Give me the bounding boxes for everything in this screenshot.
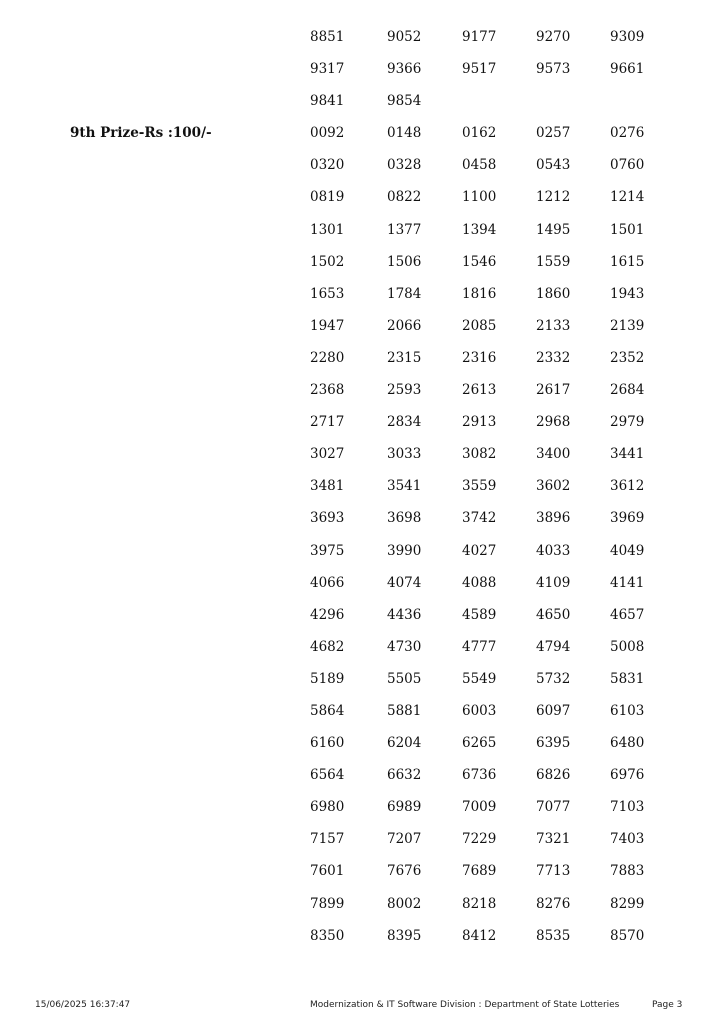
ticket-number: 6204: [387, 735, 422, 752]
ticket-number: 0458: [462, 157, 497, 174]
ticket-number: 3612: [610, 478, 645, 495]
ticket-number: 3975: [310, 542, 345, 559]
ticket-number: 0543: [536, 157, 571, 174]
ticket-number: 5549: [462, 670, 497, 687]
ticket-number: 2979: [610, 414, 645, 431]
ticket-number: 6265: [462, 735, 497, 752]
ticket-number: 1784: [387, 285, 422, 302]
ticket-number: 7077: [536, 799, 571, 816]
ticket-number: 1501: [610, 221, 645, 238]
table-row: [0, 502, 724, 534]
ticket-number: 2139: [610, 317, 645, 334]
table-row: [0, 791, 724, 823]
ticket-number: 9854: [387, 93, 422, 110]
ticket-number: 9309: [610, 29, 645, 45]
table-row: [0, 631, 724, 663]
ticket-number: 5881: [387, 702, 422, 719]
ticket-number: 1502: [310, 253, 345, 270]
ticket-number: 8276: [536, 895, 571, 912]
ticket-number: 6826: [536, 767, 571, 784]
ticket-number: 2834: [387, 414, 422, 431]
ticket-number: 2684: [610, 382, 645, 399]
ticket-number: 1212: [536, 189, 571, 206]
ticket-number: 8412: [462, 927, 497, 944]
table-row: [0, 85, 724, 117]
ticket-number: 6980: [310, 799, 345, 816]
ticket-number: 8570: [610, 927, 645, 944]
ticket-number: 9573: [536, 61, 571, 78]
table-row: [0, 920, 724, 952]
ticket-number: 2352: [610, 349, 645, 366]
ticket-number: 6564: [310, 767, 345, 784]
ticket-number: 8535: [536, 927, 571, 944]
ticket-number: 3481: [310, 478, 345, 495]
ticket-number: 3990: [387, 542, 422, 559]
ticket-number: 4777: [462, 638, 497, 655]
ticket-number: 7676: [387, 863, 422, 880]
table-row: [0, 823, 724, 855]
ticket-number: 4088: [462, 574, 497, 591]
ticket-number: 3969: [610, 510, 645, 527]
ticket-number: 2133: [536, 317, 571, 334]
ticket-number: 7207: [387, 831, 422, 848]
ticket-number: 3033: [387, 446, 422, 463]
ticket-number: 5732: [536, 670, 571, 687]
table-row: [0, 855, 724, 887]
ticket-number: 4657: [610, 606, 645, 623]
ticket-number: 3441: [610, 446, 645, 463]
ticket-number: 3602: [536, 478, 571, 495]
ticket-number: 2315: [387, 349, 422, 366]
table-row: [0, 149, 724, 181]
table-row: [0, 470, 724, 502]
table-row: [0, 53, 724, 85]
table-row: [0, 535, 724, 567]
ticket-number: 2717: [310, 414, 345, 431]
ticket-number: 7229: [462, 831, 497, 848]
ticket-number: 1394: [462, 221, 497, 238]
ticket-number: 8395: [387, 927, 422, 944]
table-row: [0, 342, 724, 374]
table-row: [0, 759, 724, 791]
ticket-number: 0822: [387, 189, 422, 206]
table-row: [0, 888, 724, 920]
ticket-number: 7713: [536, 863, 571, 880]
ticket-number: 4296: [310, 606, 345, 623]
ticket-number: 4682: [310, 638, 345, 655]
ticket-number: 0276: [610, 125, 645, 142]
ticket-number: 0162: [462, 125, 497, 142]
ticket-number: 1301: [310, 221, 345, 238]
ticket-number: 6395: [536, 735, 571, 752]
ticket-number: 6097: [536, 702, 571, 719]
ticket-number: 6480: [610, 735, 645, 752]
ticket-number: 3742: [462, 510, 497, 527]
ticket-number: 5505: [387, 670, 422, 687]
ticket-number: 1615: [610, 253, 645, 270]
footer-division: Modernization & IT Software Division : Department of State Lotteries: [310, 1000, 620, 1010]
ticket-number: 4650: [536, 606, 571, 623]
ticket-number: 6103: [610, 702, 645, 719]
ticket-number: 3400: [536, 446, 571, 463]
ticket-number: 3541: [387, 478, 422, 495]
table-row: [0, 374, 724, 406]
ticket-number: 9177: [462, 29, 497, 45]
ticket-number: 4436: [387, 606, 422, 623]
ticket-number: 7157: [310, 831, 345, 848]
ticket-number: 3559: [462, 478, 497, 495]
ticket-number: 0328: [387, 157, 422, 174]
ticket-number: 1377: [387, 221, 422, 238]
ticket-number: 5008: [610, 638, 645, 655]
ticket-number: 9052: [387, 29, 422, 45]
ticket-number: 6632: [387, 767, 422, 784]
ticket-number: 4730: [387, 638, 422, 655]
ticket-number: 8218: [462, 895, 497, 912]
ticket-number: 7009: [462, 799, 497, 816]
prize-label: 9th Prize-Rs :100/-: [70, 125, 212, 142]
ticket-number: 2316: [462, 349, 497, 366]
ticket-number: 2913: [462, 414, 497, 431]
ticket-number: 4066: [310, 574, 345, 591]
results-table: [0, 21, 724, 952]
ticket-number: 3698: [387, 510, 422, 527]
ticket-number: 2613: [462, 382, 497, 399]
ticket-number: 9317: [310, 61, 345, 78]
ticket-number: 5864: [310, 702, 345, 719]
ticket-number: 2085: [462, 317, 497, 334]
ticket-number: 9517: [462, 61, 497, 78]
ticket-number: 4794: [536, 638, 571, 655]
ticket-number: 3896: [536, 510, 571, 527]
ticket-number: 1506: [387, 253, 422, 270]
ticket-number: 7601: [310, 863, 345, 880]
ticket-number: 0092: [310, 125, 345, 142]
ticket-number: 7321: [536, 831, 571, 848]
table-row: [0, 278, 724, 310]
ticket-number: 4141: [610, 574, 645, 591]
ticket-number: 4033: [536, 542, 571, 559]
table-row: [0, 246, 724, 278]
ticket-number: 0257: [536, 125, 571, 142]
table-row: [0, 117, 724, 149]
ticket-number: 6003: [462, 702, 497, 719]
ticket-number: 2617: [536, 382, 571, 399]
ticket-number: 8299: [610, 895, 645, 912]
table-row: [0, 310, 724, 342]
ticket-number: 0148: [387, 125, 422, 142]
ticket-number: 0320: [310, 157, 345, 174]
ticket-number: 2280: [310, 349, 345, 366]
ticket-number: 7103: [610, 799, 645, 816]
table-row: [0, 214, 724, 246]
ticket-number: 8851: [310, 29, 345, 45]
ticket-number: 6736: [462, 767, 497, 784]
ticket-number: 4027: [462, 542, 497, 559]
ticket-number: 8350: [310, 927, 345, 944]
table-row: [0, 567, 724, 599]
ticket-number: 2968: [536, 414, 571, 431]
ticket-number: 4589: [462, 606, 497, 623]
ticket-number: 6160: [310, 735, 345, 752]
ticket-number: 0819: [310, 189, 345, 206]
ticket-number: 6976: [610, 767, 645, 784]
ticket-number: 7883: [610, 863, 645, 880]
ticket-number: 9270: [536, 29, 571, 45]
ticket-number: 4049: [610, 542, 645, 559]
ticket-number: 4109: [536, 574, 571, 591]
footer-page-number: Page 3: [652, 1000, 683, 1010]
table-row: [0, 406, 724, 438]
ticket-number: 4074: [387, 574, 422, 591]
ticket-number: 1100: [462, 189, 497, 206]
ticket-number: 7899: [310, 895, 345, 912]
ticket-number: 2332: [536, 349, 571, 366]
ticket-number: 9366: [387, 61, 422, 78]
ticket-number: 2368: [310, 382, 345, 399]
table-row: [0, 599, 724, 631]
ticket-number: 5831: [610, 670, 645, 687]
ticket-number: 3027: [310, 446, 345, 463]
table-row: [0, 438, 724, 470]
table-row: [0, 727, 724, 759]
ticket-number: 8002: [387, 895, 422, 912]
ticket-number: 1546: [462, 253, 497, 270]
ticket-number: 6989: [387, 799, 422, 816]
table-row: [0, 695, 724, 727]
table-row: [0, 21, 724, 53]
ticket-number: 1816: [462, 285, 497, 302]
ticket-number: 1653: [310, 285, 345, 302]
ticket-number: 5189: [310, 670, 345, 687]
ticket-number: 7403: [610, 831, 645, 848]
ticket-number: 2066: [387, 317, 422, 334]
ticket-number: 1214: [610, 189, 645, 206]
ticket-number: 1559: [536, 253, 571, 270]
ticket-number: 9841: [310, 93, 345, 110]
ticket-number: 3082: [462, 446, 497, 463]
table-row: [0, 181, 724, 213]
ticket-number: 2593: [387, 382, 422, 399]
ticket-number: 1495: [536, 221, 571, 238]
footer-timestamp: 15/06/2025 16:37:47: [35, 1000, 131, 1010]
ticket-number: 3693: [310, 510, 345, 527]
ticket-number: 9661: [610, 61, 645, 78]
table-row: [0, 663, 724, 695]
ticket-number: 7689: [462, 863, 497, 880]
ticket-number: 0760: [610, 157, 645, 174]
ticket-number: 1943: [610, 285, 645, 302]
ticket-number: 1947: [310, 317, 345, 334]
ticket-number: 1860: [536, 285, 571, 302]
